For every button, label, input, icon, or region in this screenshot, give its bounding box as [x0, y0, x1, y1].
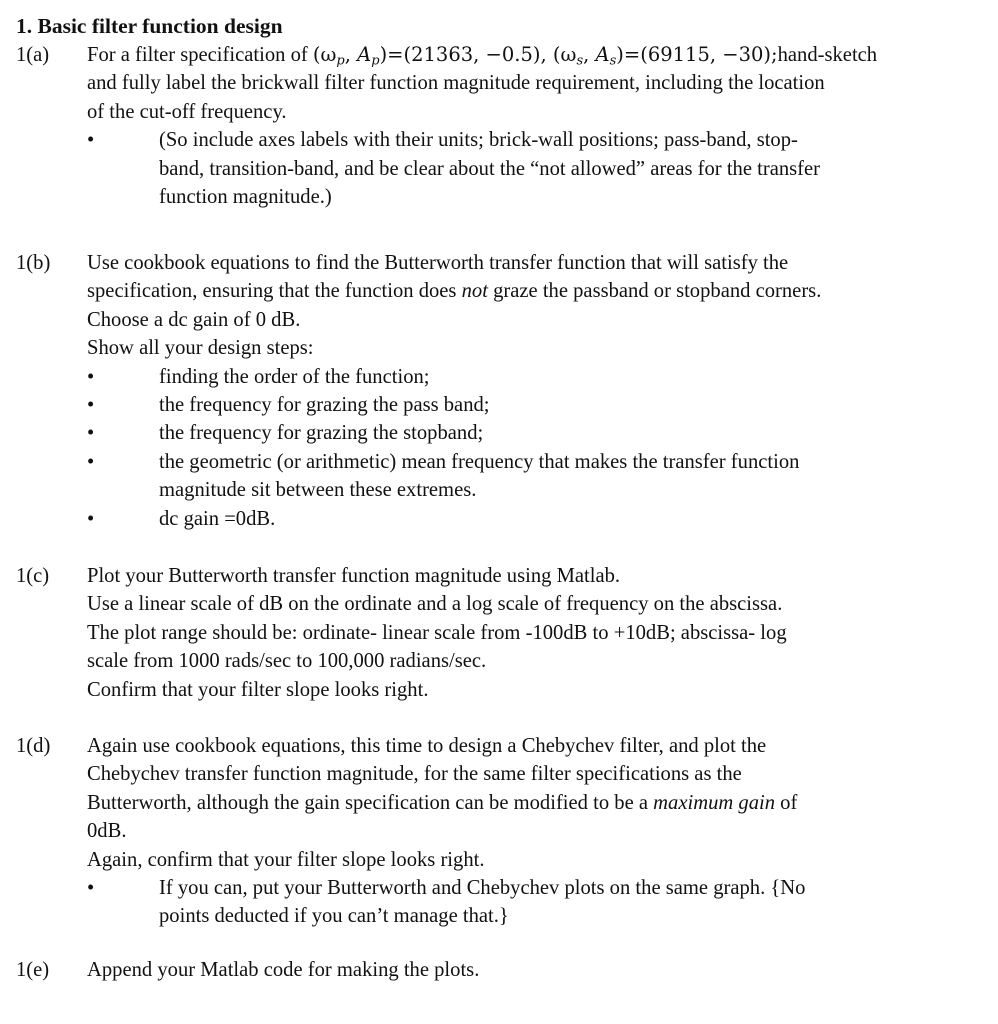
bullet-item: [87, 505, 991, 533]
paren: (: [312, 43, 321, 66]
bullet-item: [87, 363, 991, 391]
text-line: (So include axes labels with their units; brick-wall positions; pass-band, stop-: [159, 129, 798, 152]
text-segment: specification, ensuring that the function does: [87, 280, 457, 303]
paren-equals: )=: [379, 43, 404, 66]
text-line: scale from 1000 rads/sec to 100,000 radians/sec.: [87, 650, 487, 673]
bullet-text: magnitude sit between these extremes.: [159, 479, 477, 502]
text-segment: Butterworth, although the gain specification can be modified to be a: [87, 791, 649, 814]
question-1d: [16, 732, 991, 931]
question-body: [87, 249, 991, 533]
text-line: The plot range should be: ordinate- linear scale from -100dB to +10dB; abscissa- log: [87, 621, 787, 644]
bullet-text: the geometric (or arithmetic) mean frequency that makes the transfer function: [159, 450, 800, 473]
stopband-values: (69115, −30);: [640, 43, 778, 66]
bullet-item: [87, 419, 991, 447]
question-1a: [16, 41, 991, 211]
paren: (: [552, 43, 561, 66]
section-heading: 1. Basic filter function design: [16, 14, 283, 38]
question-body: [87, 41, 991, 211]
bullet-icon: •: [87, 365, 95, 388]
emphasis-text: not: [461, 280, 488, 303]
text-line: Append your Matlab code for making the plots.: [87, 959, 480, 981]
bullet-text: finding the order of the function;: [159, 365, 430, 388]
question-body: [87, 956, 991, 984]
subscript-s: s: [576, 53, 584, 69]
text-line: Show all your design steps:: [87, 337, 314, 360]
question-number: 1(b): [16, 252, 51, 274]
subscript-p: p: [371, 53, 380, 69]
text-line: Chebychev transfer function magnitude, for the same filter specifications as the: [87, 763, 742, 786]
text-line: Use cookbook equations to find the Butterworth transfer function that will satisfy the: [87, 252, 789, 274]
text-line: [87, 789, 991, 817]
bullet-icon: •: [87, 450, 95, 473]
question-1b: [16, 249, 991, 533]
text-line: Plot your Butterworth transfer function magnitude using Matlab.: [87, 565, 621, 587]
bullet-item: [87, 448, 991, 505]
bullet-icon: •: [87, 507, 95, 530]
text-line: Use a linear scale of dB on the ordinate and a log scale of frequency on the abscissa.: [87, 593, 783, 616]
line-tail-text: hand-sketch: [777, 44, 878, 66]
emphasis-text: maximum gain: [653, 791, 776, 814]
text-line: function magnitude.): [159, 186, 332, 209]
question-1e: [16, 956, 991, 984]
question-number: 1(e): [16, 959, 50, 981]
bullet-text: If you can, put your Butterworth and Chebychev plots on the same graph. {No: [159, 877, 806, 900]
bullet-item: [87, 126, 991, 211]
spec-intro-text: For a filter specification of: [87, 44, 308, 66]
question-number: 1(c): [16, 565, 50, 587]
text-line: Confirm that your filter slope looks right.: [87, 678, 429, 701]
text-segment: graze the passband or stopband corners.: [493, 280, 822, 303]
omega-symbol: ω: [560, 43, 577, 66]
subscript-s: s: [609, 53, 617, 69]
bullet-icon: •: [87, 394, 95, 417]
question-number: 1(a): [16, 44, 50, 66]
question-1c: [16, 562, 991, 704]
bullet-text: dc gain =0dB.: [159, 507, 276, 530]
bullet-item: [87, 391, 991, 419]
paren-equals: )=: [616, 43, 641, 66]
subscript-p: p: [336, 53, 345, 69]
comma: ,: [583, 43, 596, 66]
bullet-text: [159, 126, 991, 211]
text-line: 0dB.: [87, 820, 127, 843]
text-line: [87, 277, 991, 305]
question-body: [87, 732, 991, 931]
passband-values: (21363, −0.5),: [403, 43, 553, 66]
A-symbol: A: [595, 43, 610, 66]
text-line: Choose a dc gain of 0 dB.: [87, 308, 301, 331]
bullet-icon: •: [87, 129, 95, 152]
question-number: 1(d): [16, 735, 51, 757]
filter-spec: [312, 43, 778, 69]
text-line: and fully label the brickwall filter function magnitude requirement, including the location: [87, 72, 825, 95]
text-line: band, transition-band, and be clear about the “not allowed” areas for the transfer: [159, 157, 821, 180]
text-segment: of: [780, 791, 798, 814]
bullet-icon: •: [87, 422, 95, 445]
bullet-text: the frequency for grazing the pass band;: [159, 394, 490, 417]
comma: ,: [344, 43, 358, 66]
bullet-text: points deducted if you can’t manage that.}: [159, 905, 509, 928]
bullet-item: [87, 874, 991, 931]
question-body: [87, 562, 991, 704]
text-line: of the cut-off frequency.: [87, 100, 287, 123]
omega-symbol: ω: [320, 43, 337, 66]
text-line: Again, confirm that your filter slope looks right.: [87, 848, 485, 871]
A-symbol: A: [357, 43, 372, 66]
text-line: [87, 41, 991, 69]
bullet-icon: •: [87, 877, 95, 900]
text-line: Again use cookbook equations, this time to design a Chebychev filter, and plot the: [87, 735, 767, 757]
bullet-text: the frequency for grazing the stopband;: [159, 422, 484, 445]
